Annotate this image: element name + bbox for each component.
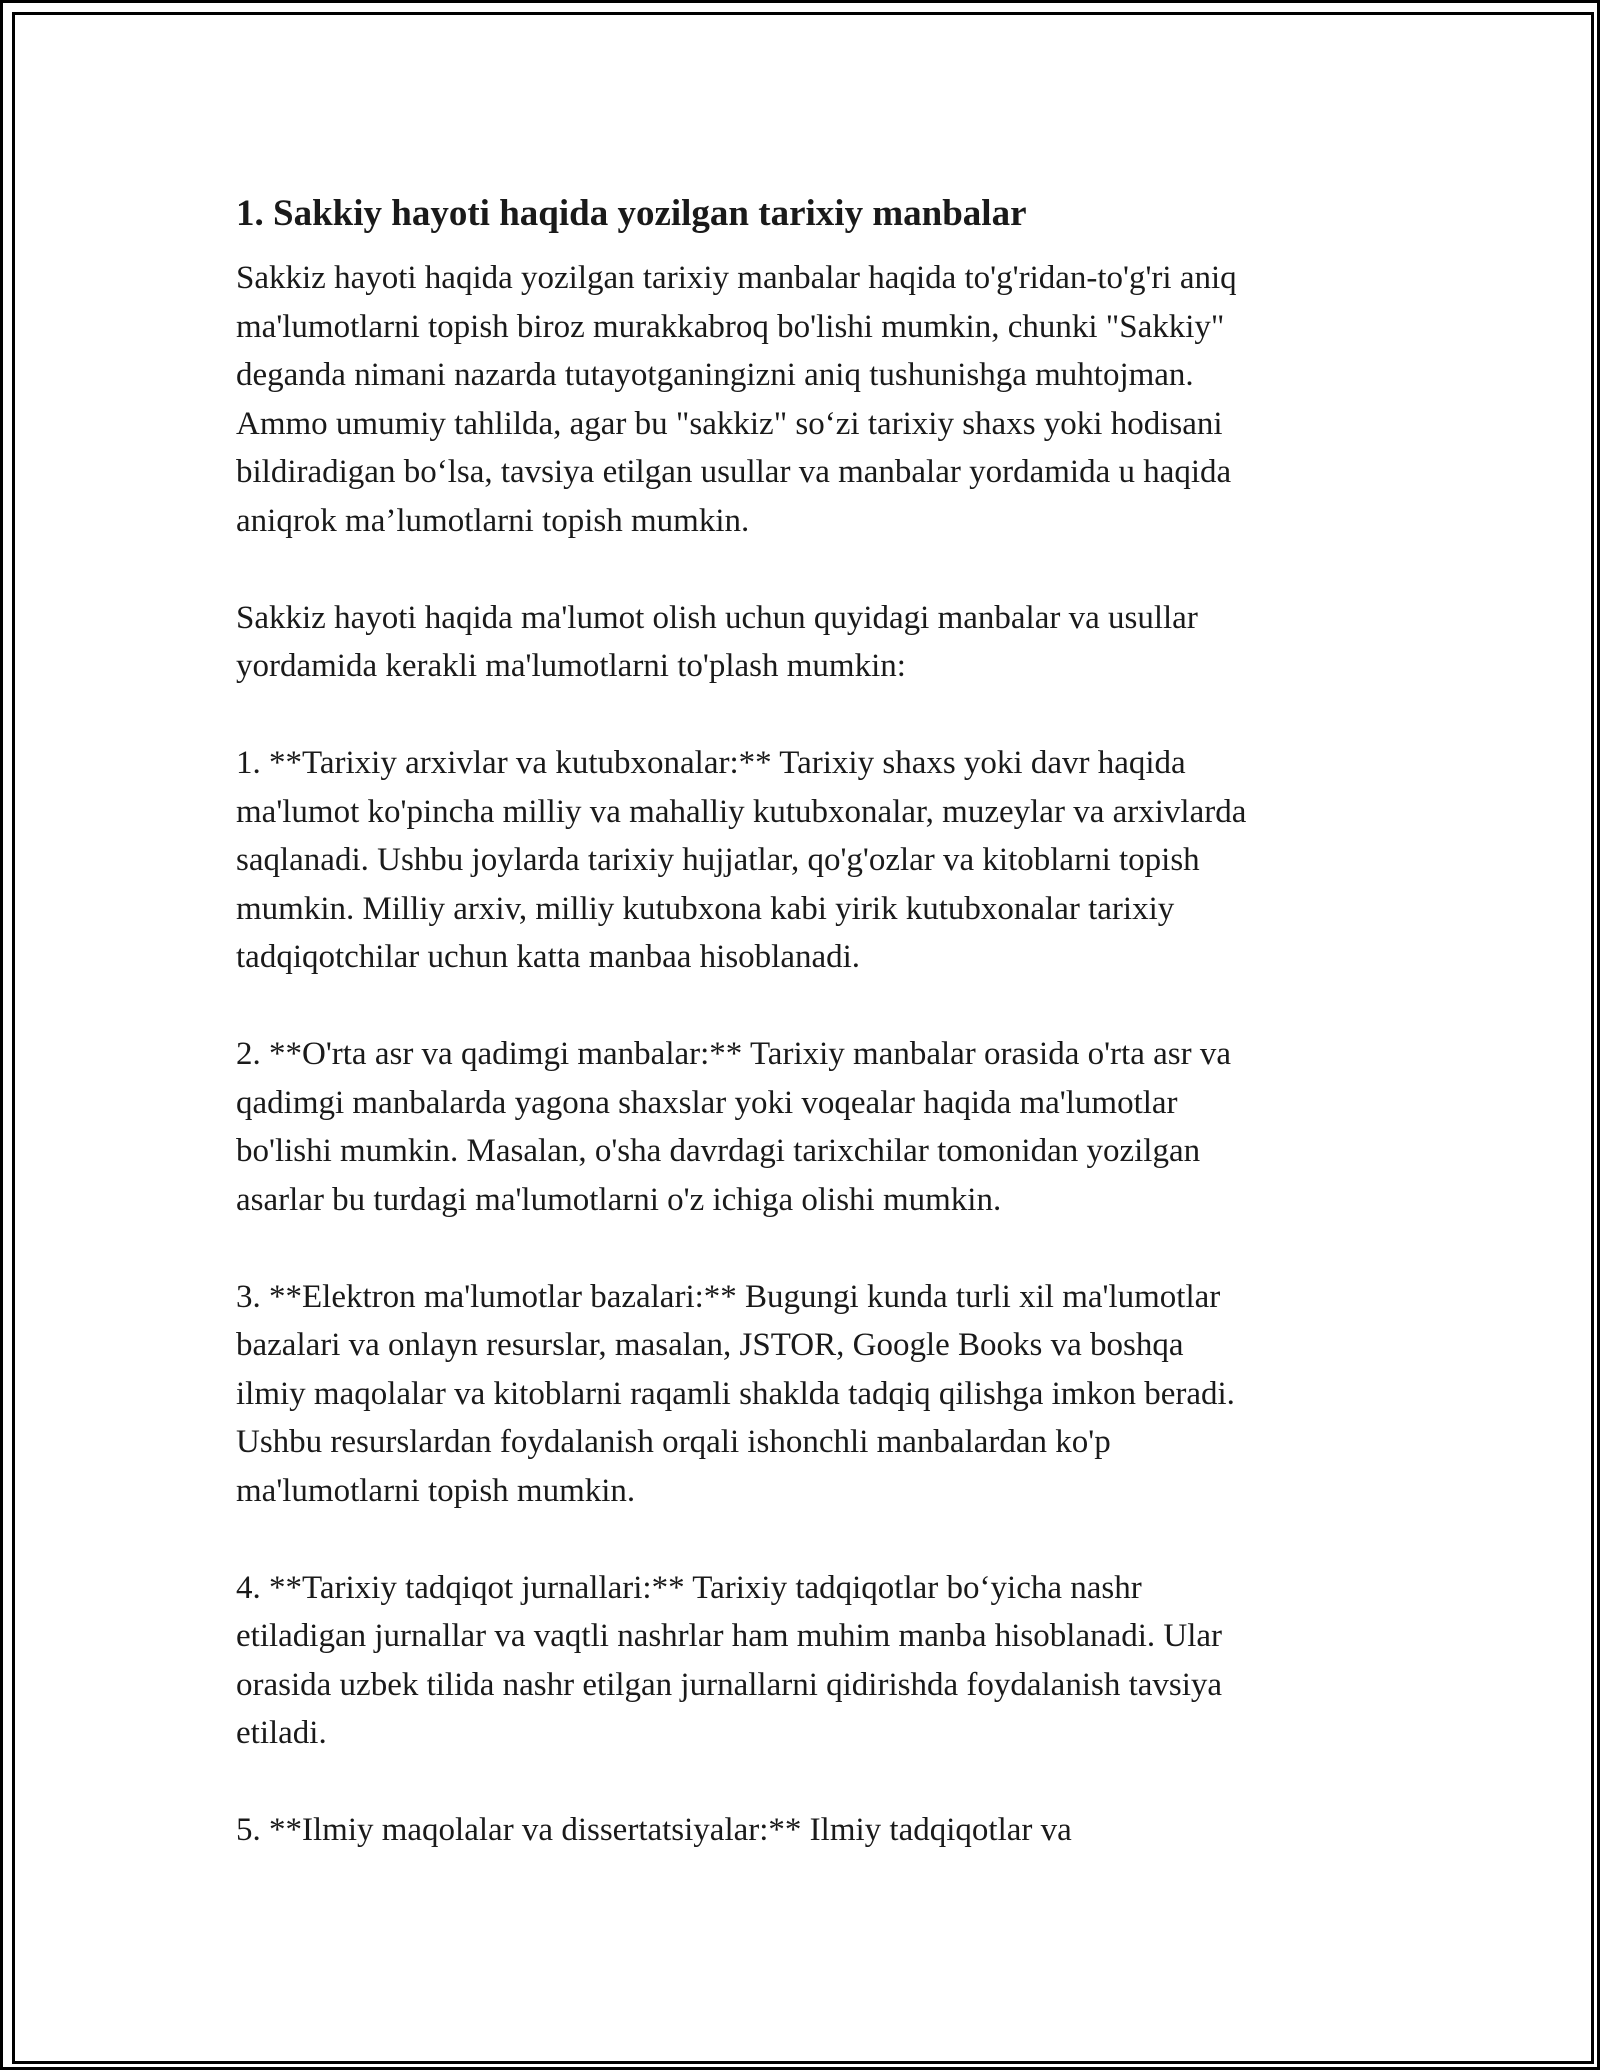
text-line: ilmiy maqolalar va kitoblarni raqamli shakldа tadqiq qilishga imkon beradi. <box>236 1375 1235 1412</box>
text-line: ma'lumotlarni topish mumkin. <box>236 1472 636 1509</box>
text-line: 5. **Ilmiy maqolalar va dissertatsiyalar:** Ilmiy tadqiqotlar va <box>236 1812 1072 1848</box>
text-line: mumkin. Milliy arxiv, milliy kutubxona kabi yirik kutubxonalar tarixiy <box>236 890 1175 927</box>
text-line: Ushbu resurslardan foydalanish orqali ishonchli manbalardan ko'p <box>236 1424 1111 1460</box>
text-line: tadqiqotchilar uchun katta manbaa hisoblanadi. <box>236 939 861 975</box>
text-line: bo'lishi mumkin. Masalan, o'sha davrdagi tarixchilar tomonidan yozilgan <box>236 1133 1201 1169</box>
text-line: 3. **Elektron ma'lumotlar bazalari:** Bugungi kunda turli xil ma'lumotlar <box>236 1278 1221 1315</box>
list-item-medieval-sources <box>236 1030 1376 1224</box>
text-line: 2. **O'rta asr va qadimgi manbalar:** Tarixiy manbalar orasida o'rta asr va <box>236 1036 1231 1072</box>
document-body <box>236 186 1376 1903</box>
list-item-electronic-databases <box>236 1273 1376 1516</box>
text-line: deganda nimani nazarda tutayotganingizni aniq tushunishga muhtojman. <box>236 357 1194 393</box>
text-line: yordamida kerakli ma'lumotlarni to'plash mumkin: <box>236 648 906 684</box>
text-line: Ammo umumiy tahlilda, agar bu "sakkiz" so‘zi tarixiy shaxs yoki hodisani <box>236 405 1223 442</box>
text-line: orasida uzbek tilida nashr etilgan jurnallarni qidirishda foydalanish tavsiya <box>236 1666 1223 1703</box>
document-title: 1. Sakkiy hayoti haqida yozilgan tarixiy manbalar <box>236 193 1027 234</box>
text-line: aniqrok ma’lumotlarni topish mumkin. <box>236 502 750 539</box>
text-line: ma'lumotlarni topish biroz murakkabroq bo'lishi mumkin, chunki "Sakkiy" <box>236 308 1225 345</box>
list-item-dissertations <box>236 1806 1376 1855</box>
paragraph-intro <box>236 254 1376 545</box>
list-item-archives <box>236 739 1376 982</box>
text-line: etiladigan jurnallar va vaqtli nashrlar ham muhim manba hisoblanadi. Ular <box>236 1618 1223 1654</box>
text-line: saqlanadi. Ushbu joylarda tarixiy hujjatlar, qo'g'ozlar va kitoblarni topish <box>236 842 1200 878</box>
text-line: qadimgi manbalarda yagona shaxslar yoki voqealar haqida ma'lumotlar <box>236 1084 1178 1121</box>
text-line: Sakkiz hayoti haqida yozilgan tarixiy manbalar haqida to'g'ridan-to'g'ri aniq <box>236 260 1237 296</box>
text-line: etiladi. <box>236 1715 327 1751</box>
text-line: bazalari va onlayn resurslar, masalan, JSTOR, Google Books va boshqa <box>236 1327 1184 1363</box>
text-line: asarlar bu turdagi ma'lumotlarni o'z ichiga olishi mumkin. <box>236 1181 1002 1218</box>
text-line: Sakkiz hayoti haqida ma'lumot olish uchun quyidagi manbalar va usullar <box>236 599 1198 636</box>
text-line: ma'lumot ko'pincha milliy va mahalliy kutubxonalar, muzeylar va arxivlarda <box>236 793 1247 830</box>
text-line: 1. **Tarixiy arxivlar va kutubxonalar:** Tarixiy shaxs yoki davr haqida <box>236 745 1186 781</box>
paragraph-lead-in <box>236 594 1376 691</box>
list-item-journals <box>236 1564 1376 1758</box>
text-line: 4. **Tarixiy tadqiqot jurnallari:** Tarixiy tadqiqotlar bo‘yicha nashr <box>236 1569 1142 1606</box>
text-line: bildiradigan bo‘lsa, tavsiya etilgan usullar va manbalar yordamida u haqida <box>236 454 1232 490</box>
